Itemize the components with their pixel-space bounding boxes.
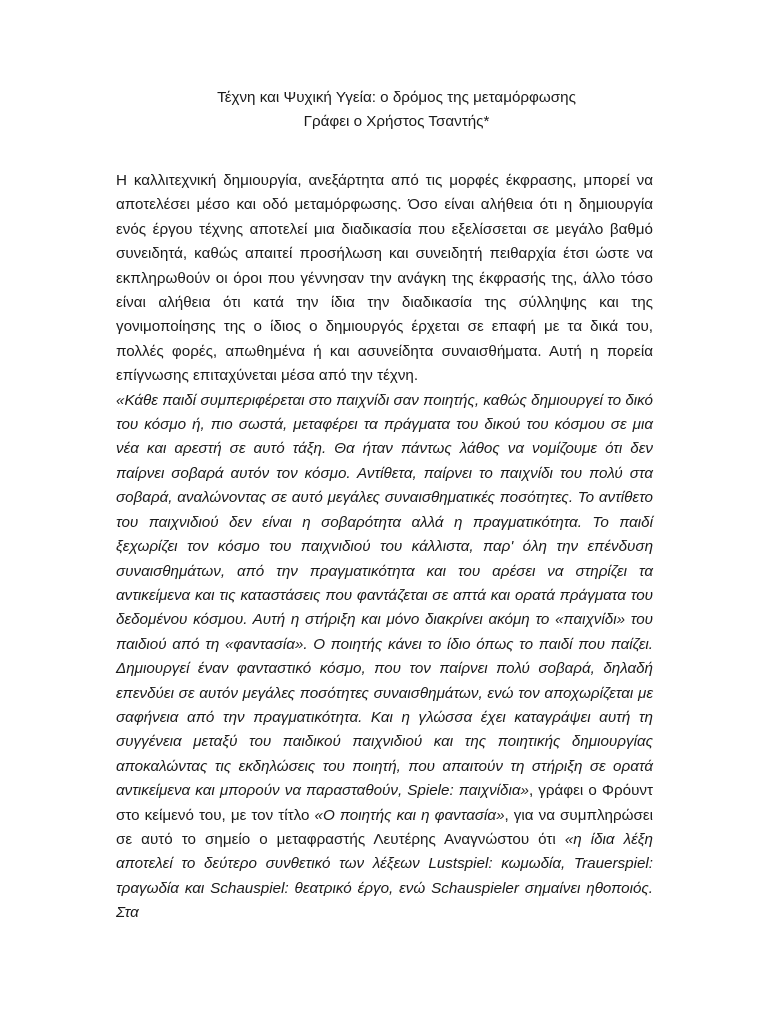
- document-page: [116, 86, 653, 926]
- translator-note-intro: , για να συμπληρώσει σε αυτό το σημείο ο μεταφραστής Λευτέρης Αναγνώστου ότι: [116, 806, 654, 848]
- freud-quote-paragraph: [116, 389, 653, 926]
- title-block: [116, 86, 653, 134]
- quote-attribution: , γράφει ο Φρόυντ στο κείμενό του, με τον τίτλο: [116, 782, 654, 824]
- essay-title-reference: «Ο ποιητής και η φαντασία»: [314, 806, 505, 824]
- translator-note-quote: «η ίδια λέξη αποτελεί το δεύτερο συνθετικό των λέξεων Lustspiel: κωμωδία, Trauerspiel: τραγωδία και Schauspiel: θεατρικό έργο, ενώ Schauspieler σημαίνει ηθοποιός. Στα: [116, 830, 653, 922]
- freud-quote: «Κάθε παιδί συμπεριφέρεται στο παιχνίδι σαν ποιητής, καθώς δημιουργεί το δικό του κόσμο ή, πιο σωστά, μεταφέρει τα πράγματα του δικού του κόσμου σε μια νέα και αρεστή σε αυτό τάξη. Θα ήταν πάντως λάθος να νομίζουμε ότι δεν παίρνει σοβαρά αυτόν τον κόσμο. Αντίθετα, παίρνει το παιχνίδι του πολύ στα σοβαρά, αναλώνοντας σε αυτό μεγάλες συναισθηματικές ποσότητες. Το αντίθετο του παιχνιδιού δεν είναι η σοβαρότητα αλλά η πραγματικότητα. Το παιδί ξεχωρίζει τον κόσμο του παιχνιδιού του κάλλιστα, παρ' όλη την επένδυση συναισθημάτων, από την πραγματικότητα και του αρέσει να στηρίζει τα αντικείμενα και τις καταστάσεις που φαντάζεται σε απτά και ορατά πράγματα του δεδομένου κόσμου. Αυτή η στήριξη και μόνο διακρίνει ακόμη το «παιχνίδι» του παιδιού από τη «φαντασία». Ο ποιητής κάνει το ίδιο όπως το παιδί που παίζει. Δημιουργεί έναν φανταστικό κόσμο, που τον παίρνει πολύ σοβαρά, δηλαδή επενδύει σε αυτόν μεγάλες ποσότητες συναισθημάτων, ενώ τον αποχωρίζεται με σαφήνεια από την πραγματικότητα. Και η γλώσσα έχει καταγράψει αυτή τη συγγένεια μεταξύ του παιδικού παιχνιδιού και της ποιητικής δημιουργίας αποκαλώντας τις εκδηλώσεις του ποιητή, που απαιτούν τη στήριξη σε ορατά αντικείμενα και μπορούν να παρασταθούν, Spiele: παιχνίδια»: [116, 391, 653, 800]
- article-byline: Γράφει ο Χρήστος Τσαντής*: [303, 113, 490, 130]
- article-title: Τέχνη και Ψυχική Υγεία: ο δρόμος της μεταμόρφωσης: [217, 89, 576, 106]
- intro-paragraph: Η καλλιτεχνική δημιουργία, ανεξάρτητα από τις μορφές έκφρασης, μπορεί να αποτελέσει μέσο και οδό μεταμόρφωσης. Όσο είναι αλήθεια ότι η δημιουργία ενός έργου τέχνης αποτελεί μια διαδικασία που εξελίσσεται σε μεγάλο βαθμό συνειδητά, καθώς απαιτεί προσήλωση και συνειδητή πειθαρχία έτσι ώστε να εκπληρωθούν οι όροι που γέννησαν την ανάγκη της έκφρασής της, άλλο τόσο είναι αλήθεια ότι κατά την ίδια την διαδικασία της σύλληψης και της γονιμοποίησης της ο ίδιος ο δημιουργός έρχεται σε επαφή με τα δικά του, πολλές φορές, απωθημένα ή και ασυνείδητα συναισθήματα. Αυτή η πορεία επίγνωσης επιταχύνεται μέσα από την τέχνη.: [116, 172, 653, 385]
